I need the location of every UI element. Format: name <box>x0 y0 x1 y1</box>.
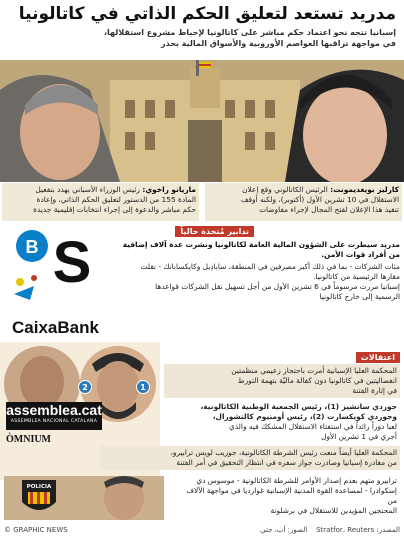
rajoy-caption: ماريانو راخوي: رئيس الوزراء الأسباني يهدد بتفعيل المادة 155 من الدستور لتعليق الحكم الذاتي، وإعادة حكم مباشر والدعوة إلى إجراء انتخابات إقليمية جديدة <box>2 183 199 221</box>
photo-montage-image <box>0 60 404 182</box>
assemblea-sub: ASSEMBLEA NACIONAL CATALANA <box>10 419 98 424</box>
top-photo-montage <box>0 60 404 182</box>
sources-credit: المصدر: Stratfor، Reuters الصور: أب، جتي <box>260 526 400 534</box>
omnium-logo: ÒMNIUM <box>6 434 51 445</box>
measures-section-label: تدابير مُتخذة حالياً <box>175 226 254 237</box>
arrests-paragraph-1: المحكمة العليا الإسبانية أمرت باحتجاز زعيمي منظمتين انفصاليتين في كاتالونيا دون كفالة ماليّة بتهمة التورط في إثارة الفتنة <box>164 364 400 398</box>
measures-headline: مدريد سيطرت على الشؤون المالية العامة لكاتالونيا ونشرت عدة آلاف إضافية من أفراد قوات الأمن. <box>122 240 400 259</box>
puigdemont-caption: كارليز بويغديمونت: الرئيس الكاتالوني وقع إعلان الاستقلال في 10 تشرين الأول (أكتوبر)، ولكنه أوقف تنفيذ هذا الإعلان لفتح المجال لإجراء مفاوضات <box>205 183 402 221</box>
arrests-paragraph-4: ترابيرو متهم بعدم إصدار الأوامر للشرطة الكاتالونية - موسوس دي إسكوادرا - لمساعدة القوة المدنية الإسبانية غوارديا في مواجهة الآلاف من المحتجين المؤيدين للاستقلال في برشلونة <box>186 476 397 515</box>
page-title: مدريد تستعد لتعليق الحكم الذاتي في كاتالونيا <box>18 4 396 24</box>
arrests-paragraph-3: المحكمة العليا أيضاً منعت رئيس الشرطة الكاتالونية، جوزيب لويس ترابيرو، من مغادرة إسبانيا وصادرت جواز سفره في انتظار التحقيق في أمر الفتنة <box>100 446 400 470</box>
puigdemont-name: كارليز بويغديمونت: <box>330 185 399 194</box>
assemblea-logo <box>6 402 102 430</box>
rajoy-name: ماريانو راخوي: <box>142 185 196 194</box>
trapero-photo-image <box>4 476 164 520</box>
sabadell-logo-icon <box>4 224 100 314</box>
marker-1: 1 <box>136 380 150 394</box>
arrests-paragraph-2: جوردي سانشيز (1)، رئيس الجمعية الوطنية الكاتالونية، وجوردي كويكسارت (2)، رئيس أومنيوم كالتشورال، لعبا دوراً رائداً في استفتاء الاستقلال المشكك فيه والذي أجري في 1 تشرين الأول <box>200 402 397 441</box>
page-subtitle: إسبانيا تتجه نحو اعتماد حكم مباشر على كاتالونيا لإحباط مشروع استقلالها، في مواجهة تراقبها العواصم الأوروبية والأسواق المالية بحذر <box>103 28 396 48</box>
arrests-section-label: اعتقالات <box>356 352 400 363</box>
graphic-news-credit: © GRAPHIC NEWS <box>4 526 68 534</box>
measures-body: مئات الشركات - بما في ذلك أكبر مصرفين في المنطقة، سابادِيل وكايكسابانك - نقلت مقارها الرئيسية من كاتالونيا. إسبانيا مررت مرسوماً في 6 تشرين الأول من أجل تسهيل نقل الشركات قواعدها الرسمية إلى خارج كاتالونيا <box>140 262 400 301</box>
policia-label: POLICIA <box>26 484 52 490</box>
caixabank-logo-text: CaixaBank <box>12 318 99 337</box>
bank-logos <box>4 224 100 336</box>
svg-text:B: B <box>25 237 39 257</box>
assemblea-name: assemblea.cat <box>6 402 102 418</box>
trapero-photo <box>4 476 164 520</box>
svg-text:S: S <box>52 230 92 295</box>
marker-2: 2 <box>78 380 92 394</box>
